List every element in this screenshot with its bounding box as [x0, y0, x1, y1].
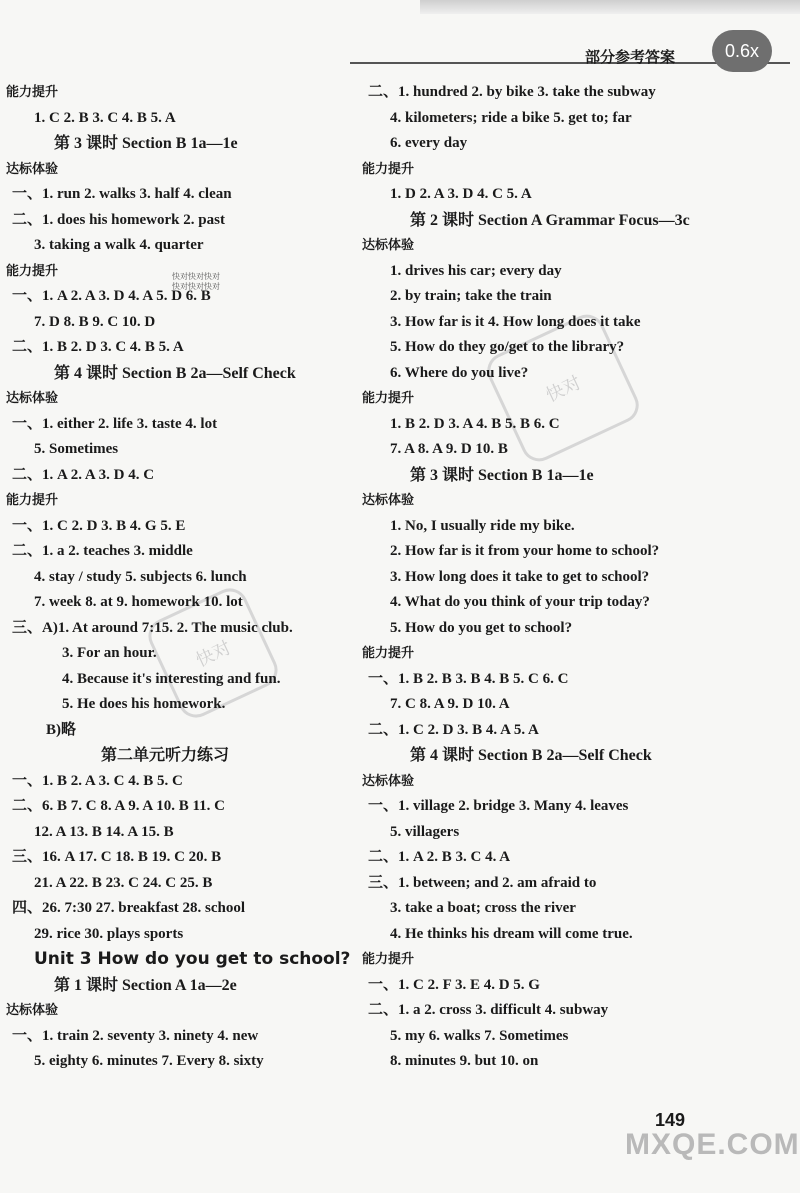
answer-line: 二、1. A 2. B 3. C 4. A [368, 849, 511, 865]
answer-line: 一、1. B 2. A 3. C 4. B 5. C [12, 772, 183, 789]
answer-line: 5. How do they go/get to the library? [390, 339, 625, 355]
site-watermark: MXQE.COM [625, 1128, 800, 1161]
answer-line: 3. For an hour. [62, 645, 157, 661]
answer-line: 6. Where do you live? [390, 364, 529, 381]
section-label: 达标体验 [6, 1003, 59, 1018]
answer-line: 二、1. a 2. cross 3. difficult 4. subway [368, 1002, 609, 1018]
answer-line: 4. What do you think of your trip today? [390, 594, 650, 610]
section-heading: 第 2 课时 Section A Grammar Focus—3c [410, 211, 690, 229]
answer-line: 二、1. does his homework 2. past [12, 211, 225, 228]
section-label: 能力提升 [362, 161, 415, 177]
answer-line: B)略 [46, 721, 77, 738]
answer-line: 1. No, I usually ride my bike. [390, 517, 575, 534]
section-label: 能力提升 [362, 952, 415, 967]
answer-line: 二、1. C 2. D 3. B 4. A 5. A [368, 721, 539, 738]
section-label: 达标体验 [362, 493, 415, 508]
answer-line: 5. He does his homework. [62, 696, 226, 712]
answer-line: 6. every day [390, 135, 468, 151]
section-label: 能力提升 [6, 493, 59, 508]
answer-line: 12. A 13. B 14. A 15. B [34, 823, 174, 840]
section-heading: 第 3 课时 Section B 1a—1e [54, 135, 238, 152]
answer-line: 4. stay / study 5. subjects 6. lunch [34, 568, 247, 585]
section-label: 能力提升 [6, 263, 59, 279]
answer-line: 7. week 8. at 9. homework 10. lot [34, 594, 243, 610]
answer-line: 2. by train; take the train [390, 288, 552, 304]
section-heading: 第 4 课时 Section B 2a—Self Check [410, 747, 652, 764]
section-heading: 第 1 课时 Section A 1a—2e [54, 976, 237, 994]
top-edge-strip [420, 0, 800, 14]
answer-line: 二、1. B 2. D 3. C 4. B 5. A [12, 339, 184, 355]
answer-line: 7. D 8. B 9. C 10. D [34, 313, 156, 330]
section-heading: 第 4 课时 Section B 2a—Self Check [54, 364, 296, 382]
answer-line: 一、1. village 2. bridge 3. Many 4. leaves [368, 798, 629, 814]
answer-line: 5. Sometimes [34, 441, 119, 457]
answer-line: 二、6. B 7. C 8. A 9. A 10. B 11. C [12, 798, 225, 814]
answer-line: 21. A 22. B 23. C 24. C 25. B [34, 874, 213, 891]
answer-line: 29. rice 30. plays sports [34, 925, 184, 942]
section-label: 能力提升 [362, 646, 415, 661]
answer-line: 1. drives his car; every day [390, 262, 562, 279]
answer-line: 1. D 2. A 3. D 4. C 5. A [390, 186, 532, 202]
watermark-stamp: 快对 [143, 583, 284, 724]
answer-line: 5. villagers [390, 823, 460, 840]
left-answer-column [6, 80, 351, 1075]
section-label: 达标体验 [362, 238, 415, 253]
right-answer-column [362, 80, 702, 1075]
answer-line: 一、1. B 2. B 3. B 4. B 5. C 6. C [368, 670, 569, 687]
answer-line: 一、1. C 2. D 3. B 4. G 5. E [12, 517, 186, 534]
answer-line: 一、1. run 2. walks 3. half 4. clean [12, 186, 232, 202]
section-label: 能力提升 [362, 391, 415, 406]
answer-line: 5. eighty 6. minutes 7. Every 8. sixty [34, 1053, 264, 1069]
answer-line: 一、1. either 2. life 3. taste 4. lot [12, 415, 218, 432]
section-heading: 第 3 课时 Section B 1a—1e [410, 466, 594, 484]
answer-line: 一、1. train 2. seventy 3. ninety 4. new [12, 1027, 259, 1044]
zoom-level-badge[interactable]: 0.6x [712, 30, 772, 72]
section-label: 达标体验 [6, 161, 59, 177]
answer-line: 三、1. between; and 2. am afraid to [368, 874, 597, 891]
answer-line: 一、1. A 2. A 3. D 4. A 5. D 6. B [12, 288, 211, 304]
answer-line: 4. kilometers; ride a bike 5. get to; far [390, 109, 632, 126]
answer-line: 三、A)1. At around 7:15. 2. The music club. [12, 619, 293, 636]
answer-line: 2. How far is it from your home to school? [390, 543, 660, 559]
section-heading: Unit 3 How do you get to school? [34, 949, 351, 969]
section-label: 达标体验 [362, 773, 415, 789]
answer-line: 四、26. 7:30 27. breakfast 28. school [12, 900, 246, 916]
watermark-stamp: 快对 [481, 309, 644, 467]
section-heading: 第二单元听力练习 [101, 747, 230, 764]
answer-line: 3. take a boat; cross the river [390, 900, 576, 916]
answer-line: 三、16. A 17. C 18. B 19. C 20. B [12, 849, 222, 865]
section-label: 能力提升 [6, 85, 59, 100]
answer-line: 1. B 2. D 3. A 4. B 5. B 6. C [390, 415, 560, 432]
answer-line: 4. Because it's interesting and fun. [62, 670, 281, 687]
answer-line: 5. How do you get to school? [390, 619, 573, 636]
answer-line: 3. How long does it take to get to school? [390, 568, 650, 585]
answer-line: 8. minutes 9. but 10. on [390, 1053, 539, 1069]
answer-line: 二、1. hundred 2. by bike 3. take the subway [368, 84, 656, 100]
answer-line: 3. How far is it 4. How long does it take [390, 313, 641, 330]
answer-line: 二、1. A 2. A 3. D 4. C [12, 466, 155, 483]
answer-line: 二、1. a 2. teaches 3. middle [12, 543, 193, 559]
answer-line: 4. He thinks his dream will come true. [390, 925, 633, 942]
answer-line: 7. C 8. A 9. D 10. A [390, 696, 510, 712]
page-header-title: 部分参考答案 [585, 48, 676, 66]
answer-line: 5. my 6. walks 7. Sometimes [390, 1027, 569, 1044]
small-watermark: 快对快对快对 快对快对快对 [172, 272, 220, 291]
section-label: 达标体验 [6, 391, 59, 406]
answer-line: 1. C 2. B 3. C 4. B 5. A [34, 109, 176, 126]
answer-line: 一、1. C 2. F 3. E 4. D 5. G [368, 976, 540, 993]
answer-line: 7. A 8. A 9. D 10. B [390, 441, 508, 457]
page-number: 149 [655, 1110, 686, 1130]
answer-line: 3. taking a walk 4. quarter [34, 237, 204, 253]
